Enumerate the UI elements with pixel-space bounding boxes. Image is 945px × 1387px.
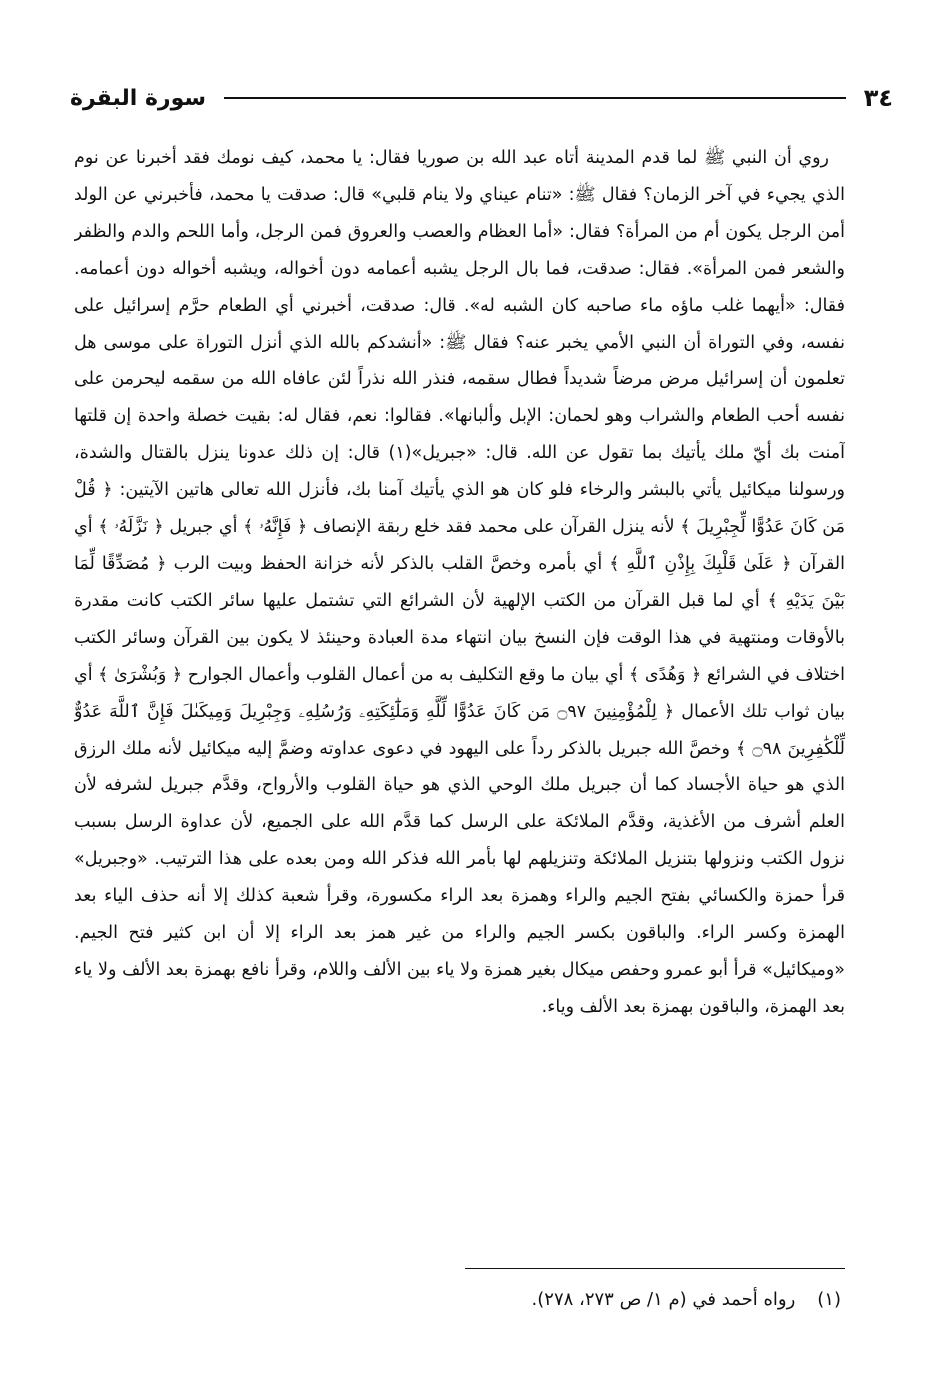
main-text [74, 140, 845, 1250]
footnote-text: رواه أحمد في (م ١/ ص ٢٧٣، ٢٧٨). [531, 1289, 796, 1310]
footnote [74, 1285, 841, 1315]
header-rule [224, 97, 846, 99]
surah-title: سورة البقرة [70, 85, 207, 111]
page-header [70, 78, 893, 118]
body-paragraph: روي أن النبي ﷺ لما قدم المدينة أتاه عبد الله بن صوريا فقال: يا محمد، كيف نومك فقد أخبرنا عن نوم الذي يجيء في آخر الزمان؟ فقال ﷺ: «تنام عيناي ولا ينام قلبي» قال: صدقت يا محمد، فأخبرني عن الولد أمن الرجل يكون أم من المرأة؟ فقال: «أما العظام والعصب والعروق فمن الرجل، وأما اللحم والدم والظفر والشعر فمن المرأة». فقال: صدقت، فما بال الرجل يشبه أعمامه دون أخواله، ويشبه أخواله دون أعمامه. فقال: «أيهما غلب ماؤه ماء صاحبه كان الشبه له». قال: صدقت، أخبرني أي الطعام حرَّم إسرائيل على نفسه، وفي التوراة أن النبي الأمي يخبر عنه؟ فقال ﷺ: «أنشدكم بالله الذي أنزل التوراة على موسى هل تعلمون أن إسرائيل مرض مرضاً شديداً فطال سقمه، فنذر الله نذراً لئن عافاه الله من سقمه ليحرمن على نفسه أحب الطعام والشراب وهو لحمان: الإبل وألبانها». فقالوا: نعم، فقال له: بقيت خصلة واحدة إن قلتها آمنت بك أيّ ملك يأتيك بما تقول عن الله. قال: «جبريل»(١) قال: إن ذلك عدونا ينزل بالقتال والشدة، ورسولنا ميكائيل يأتي بالبشر والرخاء فلو كان هو الذي يأتيك آمنا بك، فأنزل الله تعالى هاتين الآيتين: ﴿ قُلْ مَن كَانَ عَدُوًّا لِّجِبْرِيلَ ﴾ لأنه ينزل القرآن على محمد فقد خلع ربقة الإنصاف ﴿ فَإِنَّهُۥ ﴾ أي جبريل ﴿ نَزَّلَهُۥ ﴾ أي القرآن ﴿ عَلَىٰ قَلْبِكَ بِإِذْنِ ٱللَّهِ ﴾ أي بأمره وخصَّ القلب بالذكر لأنه خزانة الحفظ وبيت الرب ﴿ مُصَدِّقًا لِّمَا بَيْنَ يَدَيْهِ ﴾ أي لما قبل القرآن من الكتب الإلهية لأن الشرائع التي تشتمل عليها سائر الكتب كانت مقدرة بالأوقات ومنتهية في هذا الوقت فإن النسخ بيان انتهاء مدة العبادة وحينئذ لا يكون بين القرآن وسائر الكتب اختلاف في الشرائع ﴿ وَهُدًى ﴾ أي بيان ما وقع التكليف به من أعمال القلوب وأعمال الجوارح ﴿ وَبُشْرَىٰ ﴾ أي بيان ثواب تلك الأعمال ﴿ لِلْمُؤْمِنِينَ ۝٩٧ مَن كَانَ عَدُوًّا لِّلَّهِ وَمَلَٰٓئِكَتِهِۦ وَرُسُلِهِۦ وَجِبْرِيلَ وَمِيكَىٰلَ فَإِنَّ ٱللَّهَ عَدُوٌّ لِّلْكَٰفِرِينَ ۝٩٨ ﴾ وخصَّ الله جبريل بالذكر رداً على اليهود في دعوى عداوته وضمَّ إليه ميكائيل لأنه ملك الرزق الذي هو حياة الأجساد كما أن جبريل ملك الوحي الذي هو حياة القلوب والأرواح، وقدَّم جبريل لشرفه لأن العلم أشرف من الأغذية، وقدَّم الملائكة على الرسل كما قدَّم الله على الجميع، لأن عداوة الرسل بسبب نزول الكتب ونزولها بتنزيل الملائكة وتنزيلهم لها بأمر الله فذكر الله ومن بعده على هذا الترتيب. «وجبريل» قرأ حمزة والكسائي بفتح الجيم والراء وهمزة بعد الراء مكسورة، وقرأ شعبة كذلك إلا أنه حذف الياء بعد الهمزة وكسر الراء. والباقون بكسر الجيم والراء من غير همز بعد الراء إلا أن ابن كثير فتح الجيم. «وميكائيل» قرأ أبو عمرو وحفص ميكال بغير همزة ولا ياء بين الألف واللام، وقرأ نافع بهمزة بعد الألف ولا ياء بعد الهمزة، والباقون بهمزة بعد الألف وياء. [74, 148, 845, 1017]
footnote-marker: (١) [817, 1289, 841, 1310]
footnote-divider [465, 1268, 845, 1269]
page-number: ٣٤ [863, 84, 893, 112]
